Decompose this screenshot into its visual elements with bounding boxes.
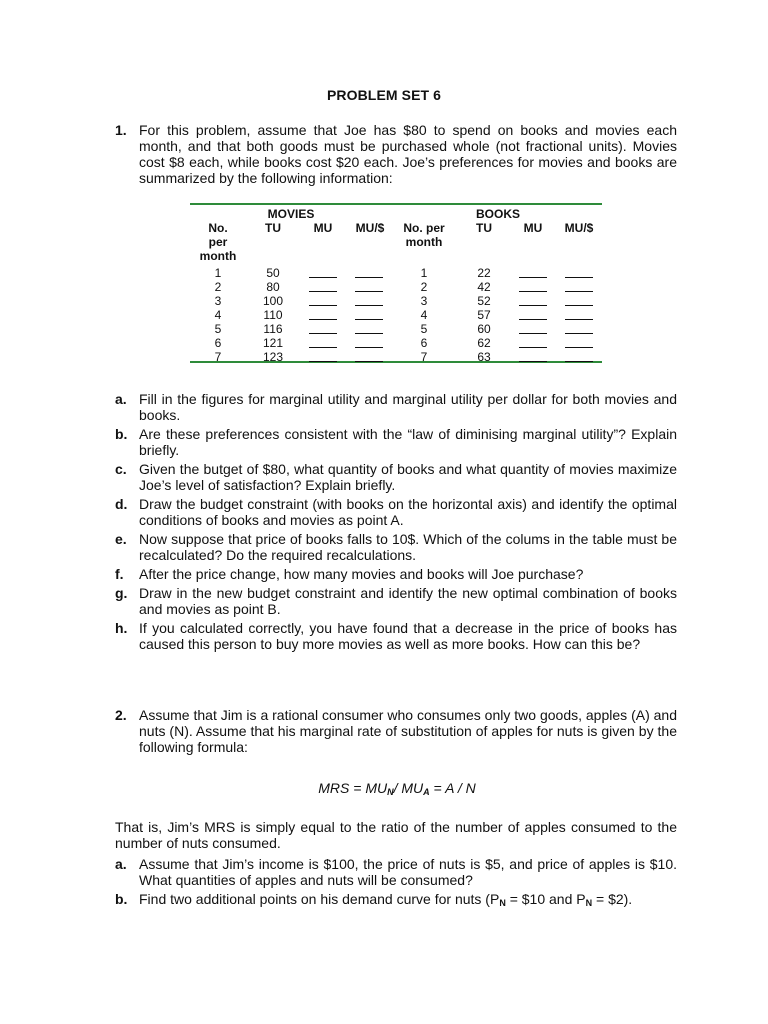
problem-number: 2. — [115, 707, 127, 723]
movies-mu-blank — [309, 361, 337, 362]
movies-mu-blank — [309, 277, 337, 278]
movies-no-cell: 6 — [214, 336, 222, 350]
books-mud-blank — [565, 319, 593, 320]
books-tu-cell: 57 — [477, 308, 491, 322]
movies-tu-cell: 100 — [262, 294, 284, 308]
movies-mud-blank — [355, 347, 383, 348]
formula-part: = A / N — [429, 780, 476, 796]
books-mud-blank — [565, 305, 593, 306]
books-tu-cell: 22 — [477, 266, 491, 280]
question-1g — [115, 585, 677, 617]
books-mud-blank — [565, 277, 593, 278]
movies-mu-blank — [309, 333, 337, 334]
col-tu-movies: TU — [265, 221, 281, 235]
formula-subscript: N — [387, 787, 394, 797]
col-mu-movies: MU — [313, 221, 333, 235]
col-no-books-line1: No. per — [403, 221, 445, 235]
books-no-cell: 4 — [420, 308, 428, 322]
movies-tu-cell: 110 — [263, 308, 283, 322]
movies-tu-cell: 50 — [266, 266, 280, 280]
movies-mud-blank — [355, 291, 383, 292]
movies-tu-cell: 116 — [263, 322, 283, 336]
question-label: b. — [115, 426, 128, 442]
movies-no-cell: 7 — [214, 350, 222, 364]
movies-mu-blank — [309, 347, 337, 348]
question-text: Given the butget of $80, what quantity of books and what quantity of movies maximize Joe’s level of satisfaction? Explain briefly. — [139, 461, 677, 493]
movies-no-cell: 2 — [214, 280, 222, 294]
col-mu-books: MU — [523, 221, 543, 235]
utility-table — [190, 203, 602, 363]
question-text: Are these preferences consistent with the “law of diminising marginal utility”? Explain briefly. — [139, 426, 677, 458]
movies-header: MOVIES — [267, 207, 315, 221]
movies-mud-blank — [355, 333, 383, 334]
col-mud-books: MU/$ — [564, 221, 594, 235]
page-title: PROBLEM SET 6 — [326, 87, 442, 103]
question-text: Draw in the new budget constraint and identify the new optimal combination of books and movies as point B. — [139, 585, 677, 617]
question-text-part: = $2). — [592, 891, 633, 907]
question-1e — [115, 531, 677, 563]
books-mud-blank — [565, 347, 593, 348]
movies-no-cell: 5 — [214, 322, 222, 336]
question-label: c. — [115, 461, 127, 477]
problem-2-questions — [115, 856, 677, 914]
movies-no-cell: 4 — [214, 308, 222, 322]
books-tu-cell: 52 — [477, 294, 491, 308]
books-tu-cell: 63 — [477, 350, 491, 364]
books-no-cell: 7 — [420, 350, 428, 364]
question-text: After the price change, how many movies and books will Joe purchase? — [139, 566, 584, 582]
books-mud-blank — [565, 361, 593, 362]
question-label: a. — [115, 856, 127, 872]
question-2a — [115, 856, 677, 888]
movies-tu-cell: 80 — [266, 280, 280, 294]
formula-part: / MU — [393, 780, 424, 796]
problem-1 — [115, 122, 677, 186]
question-2b — [115, 891, 677, 911]
movies-mu-blank — [309, 319, 337, 320]
col-no-line2: per — [208, 235, 228, 249]
problem-text: For this problem, assume that Joe has $80 to spend on books and movies each month, and that both goods must be purchased whole (not fractional units). Movies cost $8 each, while books cost $20 each. Joe’s preferences for movies and books are summarized by the following information: — [139, 122, 677, 186]
movies-no-cell: 3 — [214, 294, 222, 308]
question-1h — [115, 620, 677, 652]
question-label: f. — [115, 566, 124, 582]
col-mud-movies: MU/$ — [355, 221, 385, 235]
question-text: Assume that Jim’s income is $100, the price of nuts is $5, and price of apples is $10. What quantities of apples and nuts will be consumed? — [139, 856, 677, 888]
col-no-books-line2: month — [405, 235, 443, 249]
movies-tu-cell: 121 — [262, 336, 284, 350]
books-header: BOOKS — [475, 207, 520, 221]
movies-mu-blank — [309, 291, 337, 292]
col-tu-books: TU — [476, 221, 492, 235]
question-label: a. — [115, 391, 127, 407]
books-mu-blank — [519, 305, 547, 306]
question-1b — [115, 426, 677, 458]
books-mu-blank — [519, 361, 547, 362]
formula-subscript: A — [423, 787, 430, 797]
question-text: Fill in the figures for marginal utility and marginal utility per dollar for both movies and books. — [139, 391, 677, 423]
books-no-cell: 5 — [420, 322, 428, 336]
question-text: Now suppose that price of books falls to 10$. Which of the colums in the table must be recalculated? Do the required recalculations. — [139, 531, 677, 563]
books-mu-blank — [519, 277, 547, 278]
problem-2 — [115, 707, 677, 755]
problem-1-questions — [115, 391, 677, 655]
mrs-formula — [0, 780, 768, 797]
question-text — [139, 891, 677, 911]
question-text: If you calculated correctly, you have found that a decrease in the price of books has caused this person to buy more movies as well as more books. How can this be? — [139, 620, 677, 652]
movies-no-cell: 1 — [214, 266, 222, 280]
movies-mud-blank — [355, 361, 383, 362]
movies-tu-cell: 123 — [262, 350, 284, 364]
books-mu-blank — [519, 347, 547, 348]
question-1d — [115, 496, 677, 528]
books-mu-blank — [519, 319, 547, 320]
question-label: g. — [115, 585, 128, 601]
books-mu-blank — [519, 333, 547, 334]
movies-mu-blank — [309, 305, 337, 306]
question-label: b. — [115, 891, 128, 907]
question-label: h. — [115, 620, 128, 636]
mrs-explanation: That is, Jim’s MRS is simply equal to the ratio of the number of apples consumed to the number of nuts consumed. — [115, 819, 677, 851]
books-no-cell: 6 — [420, 336, 428, 350]
movies-mud-blank — [355, 305, 383, 306]
movies-mud-blank — [355, 277, 383, 278]
col-no-line3: month — [199, 249, 237, 263]
question-text: Draw the budget constraint (with books on the horizontal axis) and identify the optimal conditions of books and movies as point A. — [139, 496, 677, 528]
price-subscript: N — [499, 898, 506, 908]
formula-part: MRS = MU — [318, 780, 388, 796]
books-no-cell: 1 — [420, 266, 428, 280]
question-1c — [115, 461, 677, 493]
books-tu-cell: 42 — [477, 280, 491, 294]
price-subscript: N — [585, 898, 593, 908]
books-mu-blank — [519, 291, 547, 292]
movies-mud-blank — [355, 319, 383, 320]
problem-number: 1. — [115, 122, 127, 138]
question-label: d. — [115, 496, 128, 512]
books-tu-cell: 60 — [477, 322, 491, 336]
books-tu-cell: 62 — [477, 336, 491, 350]
books-no-cell: 3 — [420, 294, 428, 308]
books-no-cell: 2 — [420, 280, 428, 294]
question-label: e. — [115, 531, 127, 547]
question-1a — [115, 391, 677, 423]
question-text-part: Find two additional points on his demand curve for nuts (P — [139, 891, 500, 907]
problem-text: Assume that Jim is a rational consumer who consumes only two goods, apples (A) and nuts (N). Assume that his marginal rate of substitution of apples for nuts is given by the following formula: — [139, 707, 677, 755]
question-text-part: = $10 and P — [505, 891, 586, 907]
books-mud-blank — [565, 333, 593, 334]
table-top-rule — [190, 203, 602, 205]
books-mud-blank — [565, 291, 593, 292]
col-no-line1: No. — [208, 221, 228, 235]
question-1f — [115, 566, 677, 582]
